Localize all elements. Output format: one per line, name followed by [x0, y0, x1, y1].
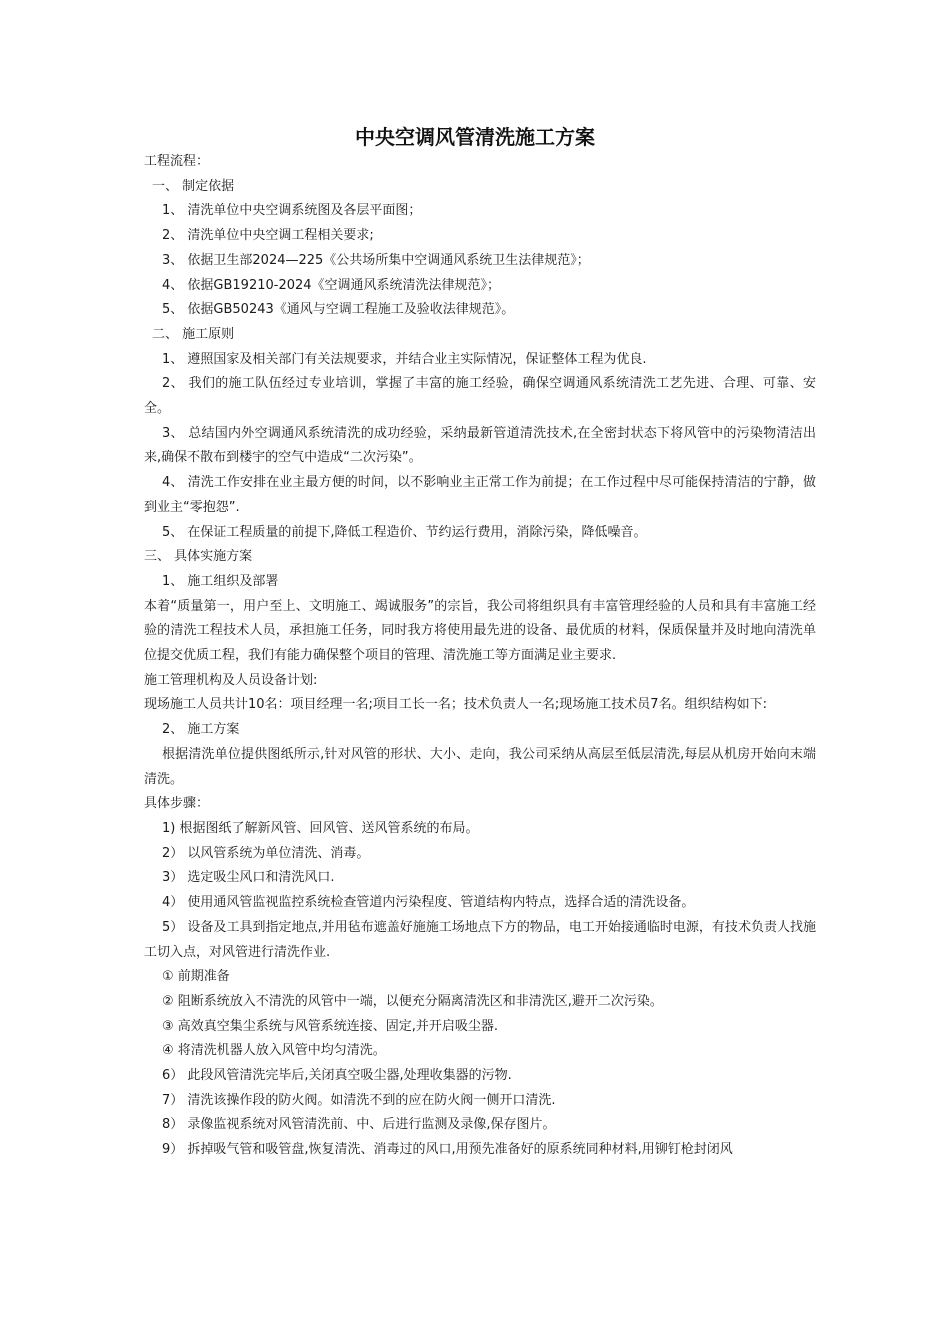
construction-plan-paragraph: 根据清洗单位提供图纸所示,针对风管的形状、大小、走向，我公司采纳从高层至低层清洗,每层从机房开始向末端清洗。 [144, 746, 816, 787]
step-9: 9） 拆掉吸气管和吸管盘,恢复清洗、消毒过的风口,用预先准备好的原系统同种材料,用铆钉枪封闭风 [162, 1142, 733, 1158]
document-body [144, 150, 816, 1163]
substep-4: ④ 将清洗机器人放入风管中均匀清洗。 [162, 1043, 386, 1059]
principle-item-5: 5、 在保证工程质量的前提下,降低工程造价、节约运行费用，消除污染，降低噪音。 [162, 524, 647, 540]
management-plan-heading: 施工管理机构及人员设备计划: [144, 672, 318, 688]
basis-item-5: 5、 依据GB50243《通风与空调工程施工及验收法律规范》。 [162, 302, 515, 318]
subsection-construction-plan: 2、 施工方案 [162, 722, 240, 738]
step-8: 8） 录像监视系统对风管清洗前、中、后进行监测及录像,保存图片。 [162, 1117, 556, 1133]
step-1: 1) 根据图纸了解新风管、回风管、送风管系统的布局。 [162, 820, 479, 836]
organization-paragraph: 本着“质量第一，用户至上、文明施工、竭诚服务”的宗旨，我公司将组织具有丰富管理经验的人员和具有丰富施工经验的清洗工程技术人员，承担施工任务，同时我方将使用最先进的设备、最优质的材料，保质保量并及时地向清洗单位提交优质工程，我们有能力确保整个项目的管理、清洗施工等方面满足业主要求. [144, 598, 816, 664]
step-4: 4） 使用通风管监视监控系统检查管道内污染程度、管道结构内特点，选择合适的清洗设备。 [162, 895, 695, 911]
section-heading-principles: 二、 施工原则 [152, 326, 235, 342]
substep-2: ② 阻断系统放入不清洗的风管中一端，以便充分隔离清洗区和非清洗区,避开二次污染。 [162, 993, 663, 1009]
staffing-paragraph: 现场施工人员共计10名：项目经理一名;项目工长一名；技术负责人一名;现场施工技术员7名。组织结构如下: [144, 697, 767, 713]
basis-item-4: 4、 依据GB19210-2024《空调通风系统清洗法律规范》； [162, 277, 501, 293]
steps-heading: 具体步骤： [144, 796, 210, 812]
principle-item-4: 4、 清洗工作安排在业主最方便的时间，以不影响业主正常工作为前提；在工作过程中尽可能保持清洁的宁静，做到业主“零抱怨”. [144, 475, 816, 515]
substep-3: ③ 高效真空集尘系统与风管系统连接、固定,并开启吸尘器. [162, 1018, 499, 1034]
step-5: 5） 设备及工具到指定地点,并用毡布遮盖好施施工场地点下方的物品，电工开始接通临时电源，有技术负责人找施工切入点，对风管进行清洗作业. [144, 919, 816, 960]
substep-1: ① 前期准备 [162, 969, 230, 985]
principle-item-3: 3、 总结国内外空调通风系统清洗的成功经验，采纳最新管道清洗技术,在全密封状态下将风管中的污染物清洁出来,确保不散布到楼宇的空气中造成“二次污染”。 [144, 425, 816, 466]
process-heading: 工程流程： [144, 154, 210, 169]
basis-item-1: 1、 清洗单位中央空调系统图及各层平面图； [162, 203, 422, 219]
document-title: 中央空调风管清洗施工方案 [355, 125, 595, 149]
subsection-organization: 1、 施工组织及部署 [162, 573, 279, 589]
basis-item-2: 2、 清洗单位中央空调工程相关要求; [162, 228, 374, 244]
step-2: 2） 以风管系统为单位清洗、消毒。 [162, 845, 370, 861]
section-heading-implementation: 三、 具体实施方案 [144, 549, 253, 565]
principle-item-2: 2、 我们的施工队伍经过专业培训，掌握了丰富的施工经验，确保空调通风系统清洗工艺先进、合理、可靠、安全。 [144, 376, 816, 417]
step-7: 7） 清洗该操作段的防火阀。如清洗不到的应在防火阀一侧开口清洗. [162, 1092, 556, 1108]
principle-item-1: 1、 遵照国家及相关部门有关法规要求，并结合业主实际情况，保证整体工程为优良. [162, 351, 647, 367]
step-3: 3） 选定吸尘风口和清洗风口. [162, 870, 335, 886]
step-6: 6） 此段风管清洗完毕后,关闭真空吸尘器,处理收集器的污物. [162, 1068, 512, 1084]
basis-item-3: 3、 依据卫生部2024—225《公共场所集中空调通风系统卫生法律规范》； [162, 252, 590, 268]
section-heading-basis: 一、 制定依据 [152, 178, 235, 194]
